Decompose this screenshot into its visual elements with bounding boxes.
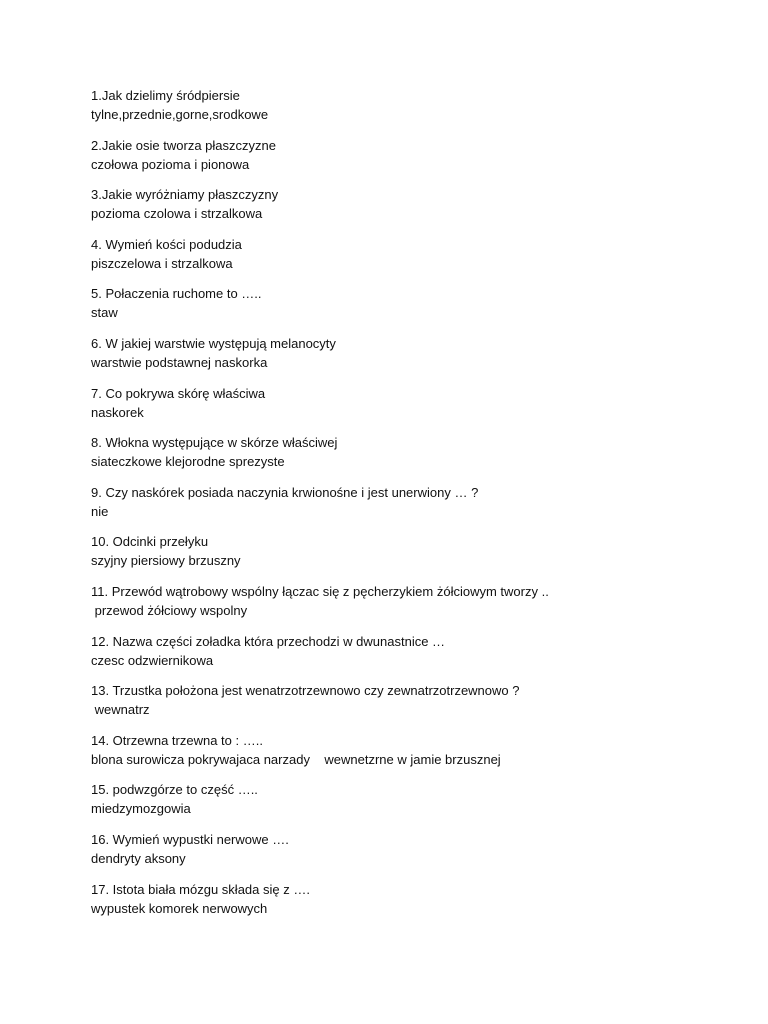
question-text: 7. Co pokrywa skórę właściwa (91, 385, 266, 401)
qa-item (91, 284, 731, 322)
qa-item (91, 433, 731, 471)
qa-item (91, 86, 731, 124)
question-text: 14. Otrzewna trzewna to : ….. (91, 732, 263, 748)
answer-text: wypustek komorek nerwowych (91, 900, 268, 916)
answer-text: staw (91, 305, 118, 321)
answer-text: wewnatrz (91, 702, 150, 718)
answer-text: miedzymozgowia (91, 801, 191, 817)
question-text: 1.Jak dzielimy śródpiersie (91, 88, 240, 103)
question-text: 12. Nazwa części zoładka która przechodzi w dwunastnice … (91, 633, 446, 649)
answer-text: czołowa pozioma i pionowa (91, 156, 250, 172)
qa-item (91, 830, 731, 868)
question-text: 6. W jakiej warstwie występują melanocyty (91, 335, 336, 351)
answer-text: tylne,przednie,gorne,srodkowe (91, 107, 269, 122)
question-text: 3.Jakie wyróżniamy płaszczyzny (91, 187, 279, 203)
answer-text: warstwie podstawnej naskorka (91, 354, 268, 370)
qa-item (91, 780, 731, 818)
qa-item (91, 235, 731, 273)
answer-text: pozioma czolowa i strzalkowa (91, 206, 263, 222)
qa-item (91, 334, 731, 372)
qa-item (91, 532, 731, 570)
question-text: 16. Wymień wypustki nerwowe …. (91, 831, 289, 847)
question-text: 10. Odcinki przełyku (91, 534, 209, 550)
answer-text: przewod żółciowy wspolny (91, 602, 248, 618)
qa-item (91, 384, 731, 422)
question-text: 17. Istota biała mózgu składa się z …. (91, 881, 310, 897)
qa-item (91, 681, 731, 719)
qa-item (91, 185, 731, 223)
answer-text: siateczkowe klejorodne sprezyste (91, 454, 285, 470)
question-text: 9. Czy naskórek posiada naczynia krwionośne i jest unerwiony … ? (91, 484, 479, 500)
question-text: 2.Jakie osie tworza płaszczyzne (91, 137, 276, 153)
qa-item (91, 582, 731, 620)
qa-item (91, 731, 731, 769)
qa-item (91, 136, 731, 174)
qa-item (91, 483, 731, 521)
qa-item (91, 880, 731, 918)
answer-text: blona surowicza pokrywajaca narzady wewnetzrne w jamie brzusznej (91, 751, 501, 767)
answer-text: czesc odzwiernikowa (91, 652, 214, 668)
question-text: 4. Wymień kości podudzia (91, 236, 242, 252)
question-text: 8. Włokna występujące w skórze właściwej (91, 435, 338, 451)
question-text: 15. podwzgórze to część ….. (91, 782, 258, 798)
answer-text: nie (91, 503, 109, 519)
question-text: 13. Trzustka położona jest wenatrzotrzewnowo czy zewnatrzotrzewnowo ? (91, 683, 520, 699)
answer-text: szyjny piersiowy brzuszny (91, 553, 241, 569)
question-text: 5. Połaczenia ruchome to ….. (91, 286, 262, 302)
question-answer-list (91, 86, 731, 929)
question-text: 11. Przewód wątrobowy wspólny łączac się z pęcherzykiem żółciowym tworzy .. (91, 583, 549, 599)
answer-text: dendryty aksony (91, 850, 186, 866)
answer-text: piszczelowa i strzalkowa (91, 255, 233, 271)
answer-text: naskorek (91, 404, 144, 420)
qa-item (91, 632, 731, 670)
